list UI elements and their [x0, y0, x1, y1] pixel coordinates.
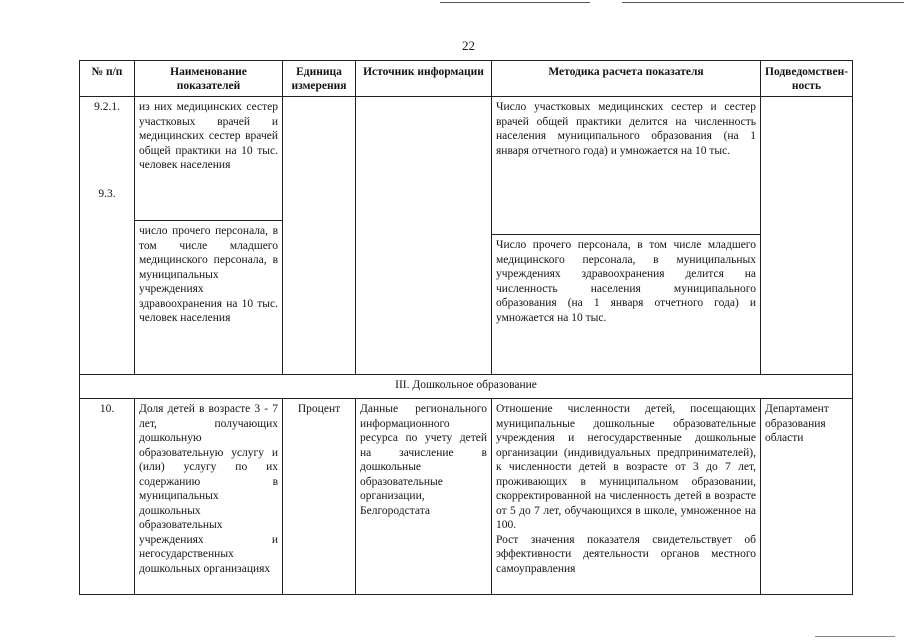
row-number-cell: [80, 97, 135, 375]
header-source: Источник информации: [356, 61, 492, 97]
indicator-name-cell: [135, 97, 283, 375]
header-method: Методика расчета показателя: [492, 61, 761, 97]
row-number: 10.: [80, 399, 135, 595]
indicator-name: Доля детей в возрасте 3 - 7 лет, получающих дошкольную образовательную услугу и (или) услугу по их содержанию в муниципальных дошкольных образовательных учреждениях и негосударственных дошкольных организациях: [135, 399, 283, 595]
unit-cell: [283, 97, 356, 375]
section-title: III. Дошкольное образование: [80, 375, 853, 399]
row-number: 9.2.1.: [94, 101, 120, 113]
top-rule: [440, 2, 590, 3]
method-text: Число прочего персонала, в том числе младшего медицинского персонала, в муниципальных учреждениях здравоохранения делится на численность населения муниципального образования (на 1 января отчетного года) и умножается на 10 тыс.: [496, 239, 756, 324]
page-number: 22: [462, 38, 475, 53]
section-row: [80, 375, 853, 399]
source-cell: Данные регионального информационного ресурса по учету детей на зачисление в дошкольные образовательные организации, Белгородстата: [356, 399, 492, 595]
method-text: Отношение численности детей, посещающих муниципальные дошкольные образовательные учреждения и негосударственные дошкольные организации (индивидуальных предпринимателей), к численности детей в возрасте от 3 до 7 лет, проживающих в муниципальном образовании, скорректированной на численность детей в возрасте от 5 до 7 лет, обучающихся в школе, умноженное на 100.: [496, 403, 756, 531]
header-num: № п/п: [80, 61, 135, 97]
header-name: Наименование показателей: [135, 61, 283, 97]
source-cell: [356, 97, 492, 375]
subordination-cell: [761, 97, 853, 375]
unit-cell: Процент: [283, 399, 356, 595]
header-row: [80, 61, 853, 97]
method-cell: [492, 399, 761, 595]
subordination-cell: Департамент образования области: [761, 399, 853, 595]
row-number: 9.3.: [98, 187, 116, 200]
top-rule: [622, 2, 904, 3]
indicator-name: число прочего персонала, в том числе младшего медицинского персонала, в муниципальных учреждениях здравоохранения на 10 тыс. человек населения: [139, 225, 278, 324]
table-row: [80, 399, 853, 595]
indicator-table: [79, 60, 853, 595]
table-row: [80, 97, 853, 375]
header-unit: Единица измерения: [283, 61, 356, 97]
method-text: Число участковых медицинских сестер и сестер врачей общей практики делится на численность населения муниципального образования (на 1 января отчетного года) и умножается на 10 тыс.: [492, 97, 760, 235]
header-subordination: Подведомствен-ность: [761, 61, 853, 97]
indicator-name: из них медицинских сестер участковых врачей и медицинских сестер врачей общей практики на 10 тыс. человек населения: [135, 97, 282, 221]
bottom-rule: [815, 636, 895, 637]
method-cell: [492, 97, 761, 375]
method-note: Рост значения показателя свидетельствует об эффективности деятельности органов местного самоуправления: [496, 533, 756, 575]
